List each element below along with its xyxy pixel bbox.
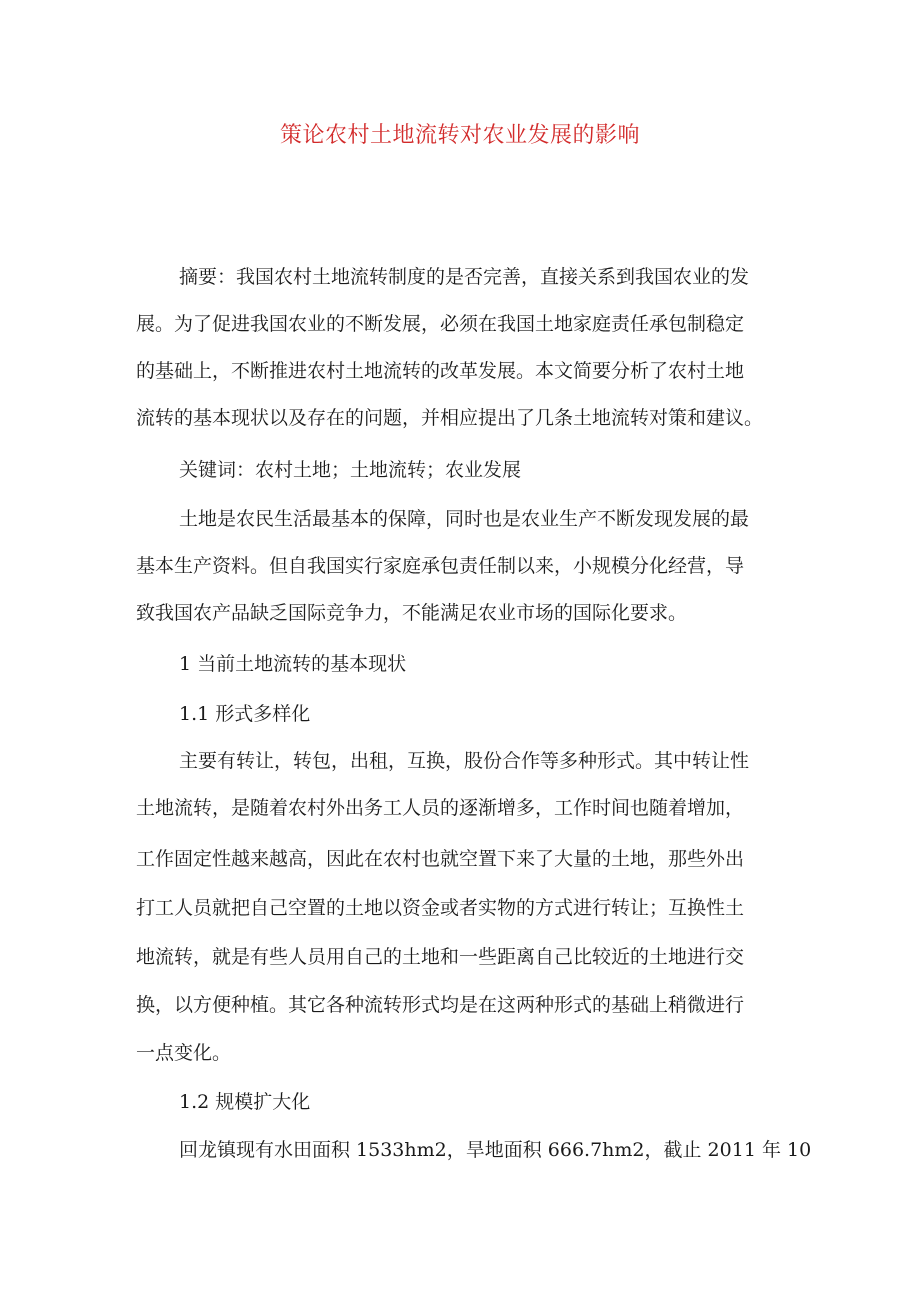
- body-line-2: 土地流转，是随着农村外出务工人员的逐渐增多，工作时间也随着增加，: [136, 797, 745, 819]
- subsection-heading-1-2: 1.2 规模扩大化: [179, 1091, 311, 1113]
- body-line-8: 回龙镇现有水田面积 1533hm2，旱地面积 666.7hm2，截止 2011 年 10: [179, 1139, 812, 1161]
- abstract-line-2: 展。为了促进我国农业的不断发展，必须在我国土地家庭责任承包制稳定: [136, 313, 745, 335]
- body-line-7: 一点变化。: [136, 1042, 232, 1064]
- body-line-1: 主要有转让，转包，出租，互换，股份合作等多种形式。其中转让性: [179, 750, 750, 772]
- body-line-3: 工作固定性越来越高，因此在农村也就空置下来了大量的土地，那些外出: [136, 848, 745, 870]
- intro-line-1: 土地是农民生活最基本的保障，同时也是农业生产不断发现发展的最: [179, 508, 750, 530]
- body-line-4: 打工人员就把自己空置的土地以资金或者实物的方式进行转让；互换性土: [136, 897, 745, 919]
- subsection-heading-1-1: 1.1 形式多样化: [179, 703, 311, 725]
- intro-line-3: 致我国农产品缺乏国际竞争力，不能满足农业市场的国际化要求。: [136, 602, 688, 624]
- abstract-line-4: 流转的基本现状以及存在的问题，并相应提出了几条土地流转对策和建议。: [136, 407, 764, 429]
- document-title: 策论农村土地流转对农业发展的影响: [279, 123, 640, 148]
- section-heading-1: 1 当前土地流转的基本现状: [179, 653, 407, 675]
- abstract-line-3: 的基础上，不断推进农村土地流转的改革发展。本文简要分析了农村土地: [136, 360, 745, 382]
- abstract-line-1: 摘要：我国农村土地流转制度的是否完善，直接关系到我国农业的发: [179, 266, 750, 288]
- body-line-6: 换，以方便种植。其它各种流转形式均是在这两种形式的基础上稍微进行: [136, 994, 745, 1016]
- intro-line-2: 基本生产资料。但自我国实行家庭承包责任制以来，小规模分化经营，导: [136, 555, 745, 577]
- keywords-line: 关键词：农村土地；土地流转；农业发展: [179, 459, 522, 481]
- body-line-5: 地流转，就是有些人员用自己的土地和一些距离自己比较近的土地进行交: [136, 946, 745, 968]
